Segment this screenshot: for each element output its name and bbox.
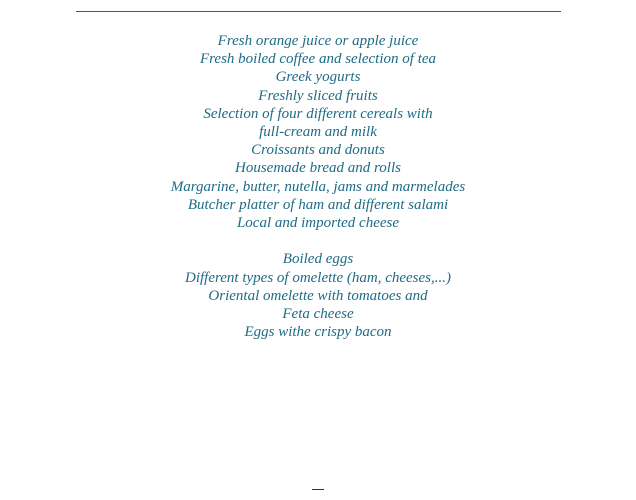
menu-item: Greek yogurts — [275, 69, 361, 86]
menu-item: Different types of omelette (ham, cheeses,...) — [184, 269, 452, 286]
menu-item: Butcher platter of ham and different salami — [187, 196, 449, 213]
menu-item: Selection of four different cereals with — [203, 105, 433, 122]
menu-item: Fresh orange juice or apple juice — [217, 33, 419, 49]
footer-dash — [312, 489, 324, 490]
menu-item: Eggs withe crispy bacon — [244, 324, 392, 341]
menu-item: Croissants and donuts — [251, 142, 385, 159]
menu-item: Feta cheese — [282, 306, 354, 323]
section-spacer — [0, 232, 636, 250]
menu-item: Local and imported cheese — [236, 215, 400, 232]
menu-item: full-cream and milk — [259, 124, 377, 141]
menu-item: Freshly sliced fruits — [258, 87, 378, 104]
breakfast-menu — [0, 32, 636, 341]
menu-item: Housemade bread and rolls — [235, 160, 401, 177]
menu-item: Margarine, butter, nutella, jams and marmelades — [170, 178, 466, 195]
menu-item: Oriental omelette with tomatoes and — [208, 287, 428, 304]
menu-item: Boiled eggs — [282, 251, 354, 268]
top-divider — [76, 11, 561, 12]
menu-item: Fresh boiled coffee and selection of tea — [199, 51, 437, 68]
